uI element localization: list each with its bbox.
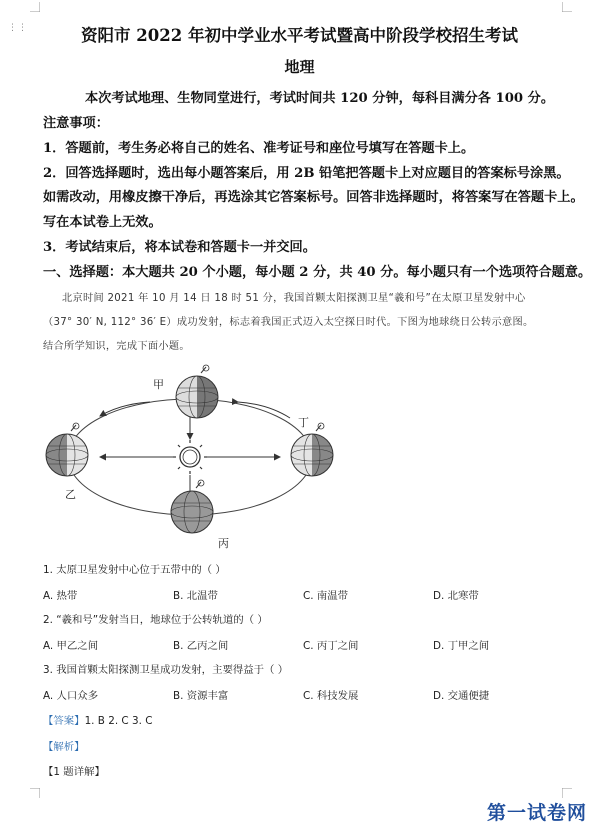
- question-option: C. 科技发展: [303, 690, 359, 702]
- question-option: A. 人口众多: [43, 690, 99, 702]
- corner-mark-top-right: [562, 2, 572, 12]
- question-option: C. 南温带: [303, 590, 349, 602]
- label-yi: 乙: [65, 488, 76, 501]
- question-option: B. 乙丙之间: [173, 640, 229, 652]
- passage-line: 结合所学知识，完成下面小题。: [43, 341, 190, 352]
- detail-label: 【1 题详解】: [43, 766, 105, 778]
- subject-title: 地理: [284, 58, 315, 76]
- question-option: D. 交通便捷: [433, 690, 490, 702]
- answer-label: 【答案】: [43, 715, 85, 727]
- page-title: 资阳市 2022 年初中学业水平考试暨高中阶段学校招生考试: [81, 26, 518, 45]
- corner-mark-top-left: [30, 2, 40, 12]
- question-stem: 2. “羲和号”发射当日，地球位于公转轨道的（ ）: [43, 614, 268, 626]
- watermark-logo: 第一试卷网: [486, 802, 587, 824]
- label-jia: 甲: [153, 378, 164, 391]
- earth-position-jia: [176, 365, 221, 420]
- corner-mark-bottom-left: [30, 788, 40, 798]
- question-option: D. 丁甲之间: [433, 640, 490, 652]
- answer-line: [43, 712, 152, 727]
- drag-handle-icon[interactable]: ⋮⋮: [8, 23, 28, 33]
- notice-heading: 注意事项：: [43, 116, 109, 131]
- intro-text: 本次考试地理、生物同堂进行，考试时间共 120 分钟，每科目满分各 100 分。: [85, 91, 555, 106]
- passage-line: （37° 30′ N, 112° 36′ E）成功发射，标志着我国正式迈入太空探日时代。下图为地球绕日公转示意图。: [43, 317, 534, 328]
- earth-position-ding: [291, 423, 333, 478]
- section-heading: 一、选择题：本大题共 20 个小题，每小题 2 分，共 40 分。每小题只有一个选项符合题意。: [43, 265, 592, 280]
- earth-position-yi: [46, 423, 88, 478]
- notice-line: 2．回答选择题时，选出每小题答案后，用 2B 铅笔把答题卡上对应题目的答案标号涂黑。: [43, 166, 570, 181]
- question-option: D. 北寒带: [433, 590, 479, 602]
- earth-orbit-diagram: [40, 360, 350, 552]
- answer-text: 1. B 2. C 3. C: [84, 715, 153, 727]
- notice-line: 1．答题前，考生务必将自己的姓名、准考证号和座位号填写在答题卡上。: [43, 141, 475, 156]
- question-option: A. 热带: [43, 590, 78, 602]
- question-stem: 1. 太原卫星发射中心位于五带中的（ ）: [43, 564, 226, 576]
- notice-line: 写在本试卷上无效。: [43, 215, 162, 230]
- notice-line: 如需改动，用橡皮擦干净后，再选涂其它答案标号。回答非选择题时，将答案写在答题卡上。: [43, 190, 584, 205]
- question-stem: 3. 我国首颗太阳探测卫星成功发射，主要得益于（ ）: [43, 664, 289, 676]
- label-bing: 丙: [218, 537, 229, 550]
- sun-icon: [100, 416, 280, 498]
- passage-line: 北京时间 2021 年 10 月 14 日 18 时 51 分，我国首颗太阳探测卫星“羲和号”在太原卫星发射中心: [62, 293, 526, 304]
- question-option: B. 资源丰富: [173, 690, 229, 702]
- question-option: C. 丙丁之间: [303, 640, 359, 652]
- question-option: A. 甲乙之间: [43, 640, 99, 652]
- corner-mark-bottom-right: [562, 788, 572, 798]
- question-option: B. 北温带: [173, 590, 218, 602]
- notice-line: 3．考试结束后，将本试卷和答题卡一并交回。: [43, 240, 316, 255]
- analysis-label: 【解析】: [43, 741, 85, 753]
- label-ding: 丁: [298, 416, 309, 429]
- earth-position-bing: [171, 480, 213, 533]
